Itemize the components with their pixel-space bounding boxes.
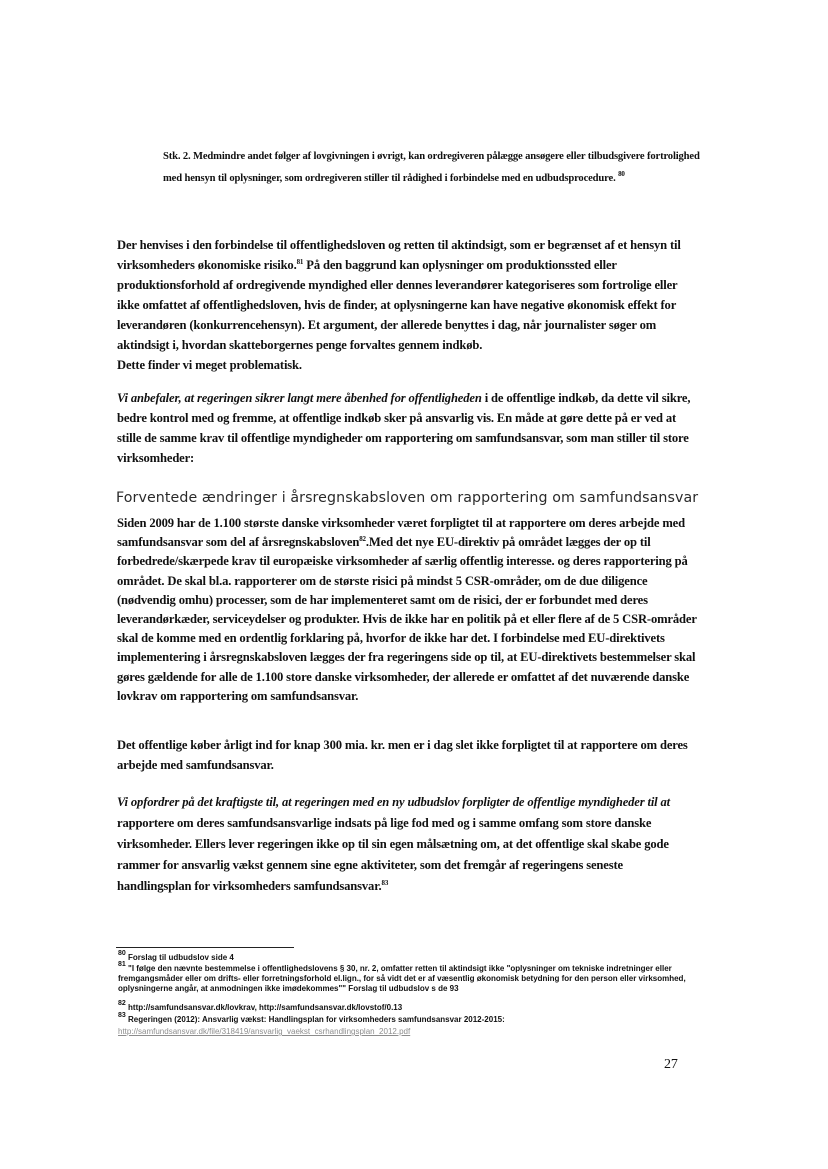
paragraph-aktindsigt [117,235,697,375]
footnote-number: 83 [118,1012,126,1019]
footnote-divider [116,947,294,948]
recommendation-emphasis: Vi anbefaler, at regeringen sikrer langt mere åbenhed for offentligheden [117,391,482,405]
footnote-83-url[interactable] [118,1027,698,1037]
footnote-number: 81 [118,961,126,968]
footnote-ref-81[interactable]: 81 [296,258,304,266]
footnote-82 [118,1000,698,1013]
footnote-80 [118,950,698,963]
footnote-text: "I følge den nævnte bestemmelse i offentlighedslovens § 30, nr. 2, omfatter retten til aktindsigt ikke "oplysninger om tekniske indretninger eller fremgangsmåder eller om drifts- eller forretningsforhold el.lign., for så vidt det er af væsentlig økonomisk betydning for den person eller virksomhed, oplysningerne angår, at anmodningen ikke imødekommes"" Forslag til udbudslov s de 93 [118,964,686,993]
footnote-text: Regeringen (2012): Ansvarlig vækst: Handlingsplan for virksomheders samfundsansvar 2012-2015: [128,1015,505,1024]
paragraph-text: rapportere om deres samfundsansvarlige indsats på lige fod med og i samme omfang som store danske virksomheder. Ellers lever regeringen ikke op til sin egen målsætning om, at det offentlige skal skabe gode rammer for ansvarlig vækst gennem sine egne aktiviteter, som det fremgår af regeringens seneste handlingsplan for virksomheders samfundsansvar. [117,816,669,893]
footnote-link[interactable]: http://samfundsansvar.dk/file/318419/ansvarlig_vaekst_csrhandlingsplan_2012.pdf [118,1027,411,1036]
paragraph-call-to-action [117,792,697,897]
footnote-text: Forslag til udbudslov side 4 [128,953,234,962]
paragraph-text: Siden 2009 har de 1.100 største danske virksomheder været forpligtet til at rapportere om deres arbejde med samfundsansvar som del af årsregnskabsloven [117,516,685,550]
paragraph-text: Der henvises i den forbindelse til offentlighedsloven og retten til aktindsigt, som er begrænset af et hensyn til virksomheders økonomiske risiko. [117,238,681,272]
paragraph-text: i de offentlige indkøb, da dette vil sikre, bedre kontrol med og fremme, at offentlige indkøb sker på ansvarlig vis. En måde at gøre dette på er ved at stille de samme krav til offentlige myndigheder om rapportering om samfundsansvar, som man stiller til store virksomheder: [117,391,691,465]
paragraph-text: .Med det nye EU-direktiv på området lægges der op til forbedrede/skærpede krav til europæiske virksomheder af særlig offentlig interesse. og deres rapportering på området. De skal bl.a. rapporterer om de største risici på mindst 5 CSR-områder, om de due diligence (nødvendig omhu) processer, som de har implementeret samt om de risici, der er forbundet med deres leverandørkæder, serviceydelser og produkter. Hvis de ikke har en politik på et eller flere af de 5 CSR-områder skal de komme med en ordentlig forklaring på, hvorfor de ikke har det. I forbindelse med EU-direktivets implementering i årsregnskabsloven lægges der fra regeringens side op til, at EU-direktivets bestemmelser skal gøres gældende for alle de 1.100 store danske virksomheder, der allerede er omfattet af det nuværende danske lovkrav om rapportering om samfundsansvar. [117,535,697,703]
quote-text: Stk. 2. Medmindre andet følger af lovgivningen i øvrigt, kan ordregiveren pålægge ansøgere eller tilbudsgivere fortrolighed med hensyn til oplysninger, som ordregiveren stiller til rådighed i forbindelse med en udbudsprocedure. [163,151,700,184]
footnote-ref-82[interactable]: 82 [359,535,366,544]
page-number: 27 [664,1057,678,1072]
paragraph-eu-directive [117,514,697,706]
footnote-ref-83[interactable]: 83 [381,879,389,887]
paragraph-text: På den baggrund kan oplysninger om produktionssted eller produktionsforhold af ordregivende myndighed eller dennes leverandører kategoriseres som fortrolige eller ikke omfattet af offentlighedsloven, hvis de finder, at oplysningerne kan have negative økonomisk effekt for leverandøren (konkurrencehensyn). Et argument, der allerede benyttes i dag, når journalister søger om aktindsigt i, hvordan skatteborgernes penge forvaltes gennem indkøb. [117,258,678,352]
footnote-81 [118,961,698,994]
call-to-action-emphasis: Vi opfordrer på det kraftigste til, at regeringen med en ny udbudslov forpligter de offentlige myndigheder til at [117,795,671,809]
footnote-link[interactable]: http://samfundsansvar.dk/lovkrav, http://samfundsansvar.dk/lovstof/0.13 [128,1003,403,1012]
paragraph-closing-line: Dette finder vi meget problematisk. [117,358,302,372]
paragraph-recommendation [117,388,697,468]
quoted-paragraph [163,146,703,189]
footnote-ref-80[interactable]: 80 [618,169,625,178]
paragraph-public-purchasing: Det offentlige køber årligt ind for knap 300 mia. kr. men er i dag slet ikke forpligtet til at rapportere om deres arbejde med samfundsansvar. [117,738,688,772]
footnote-number: 82 [118,1000,126,1007]
section-heading: Forventede ændringer i årsregnskabsloven om rapportering om samfundsansvar [116,490,699,506]
footnote-number: 80 [118,950,126,957]
footnote-83 [118,1012,698,1025]
